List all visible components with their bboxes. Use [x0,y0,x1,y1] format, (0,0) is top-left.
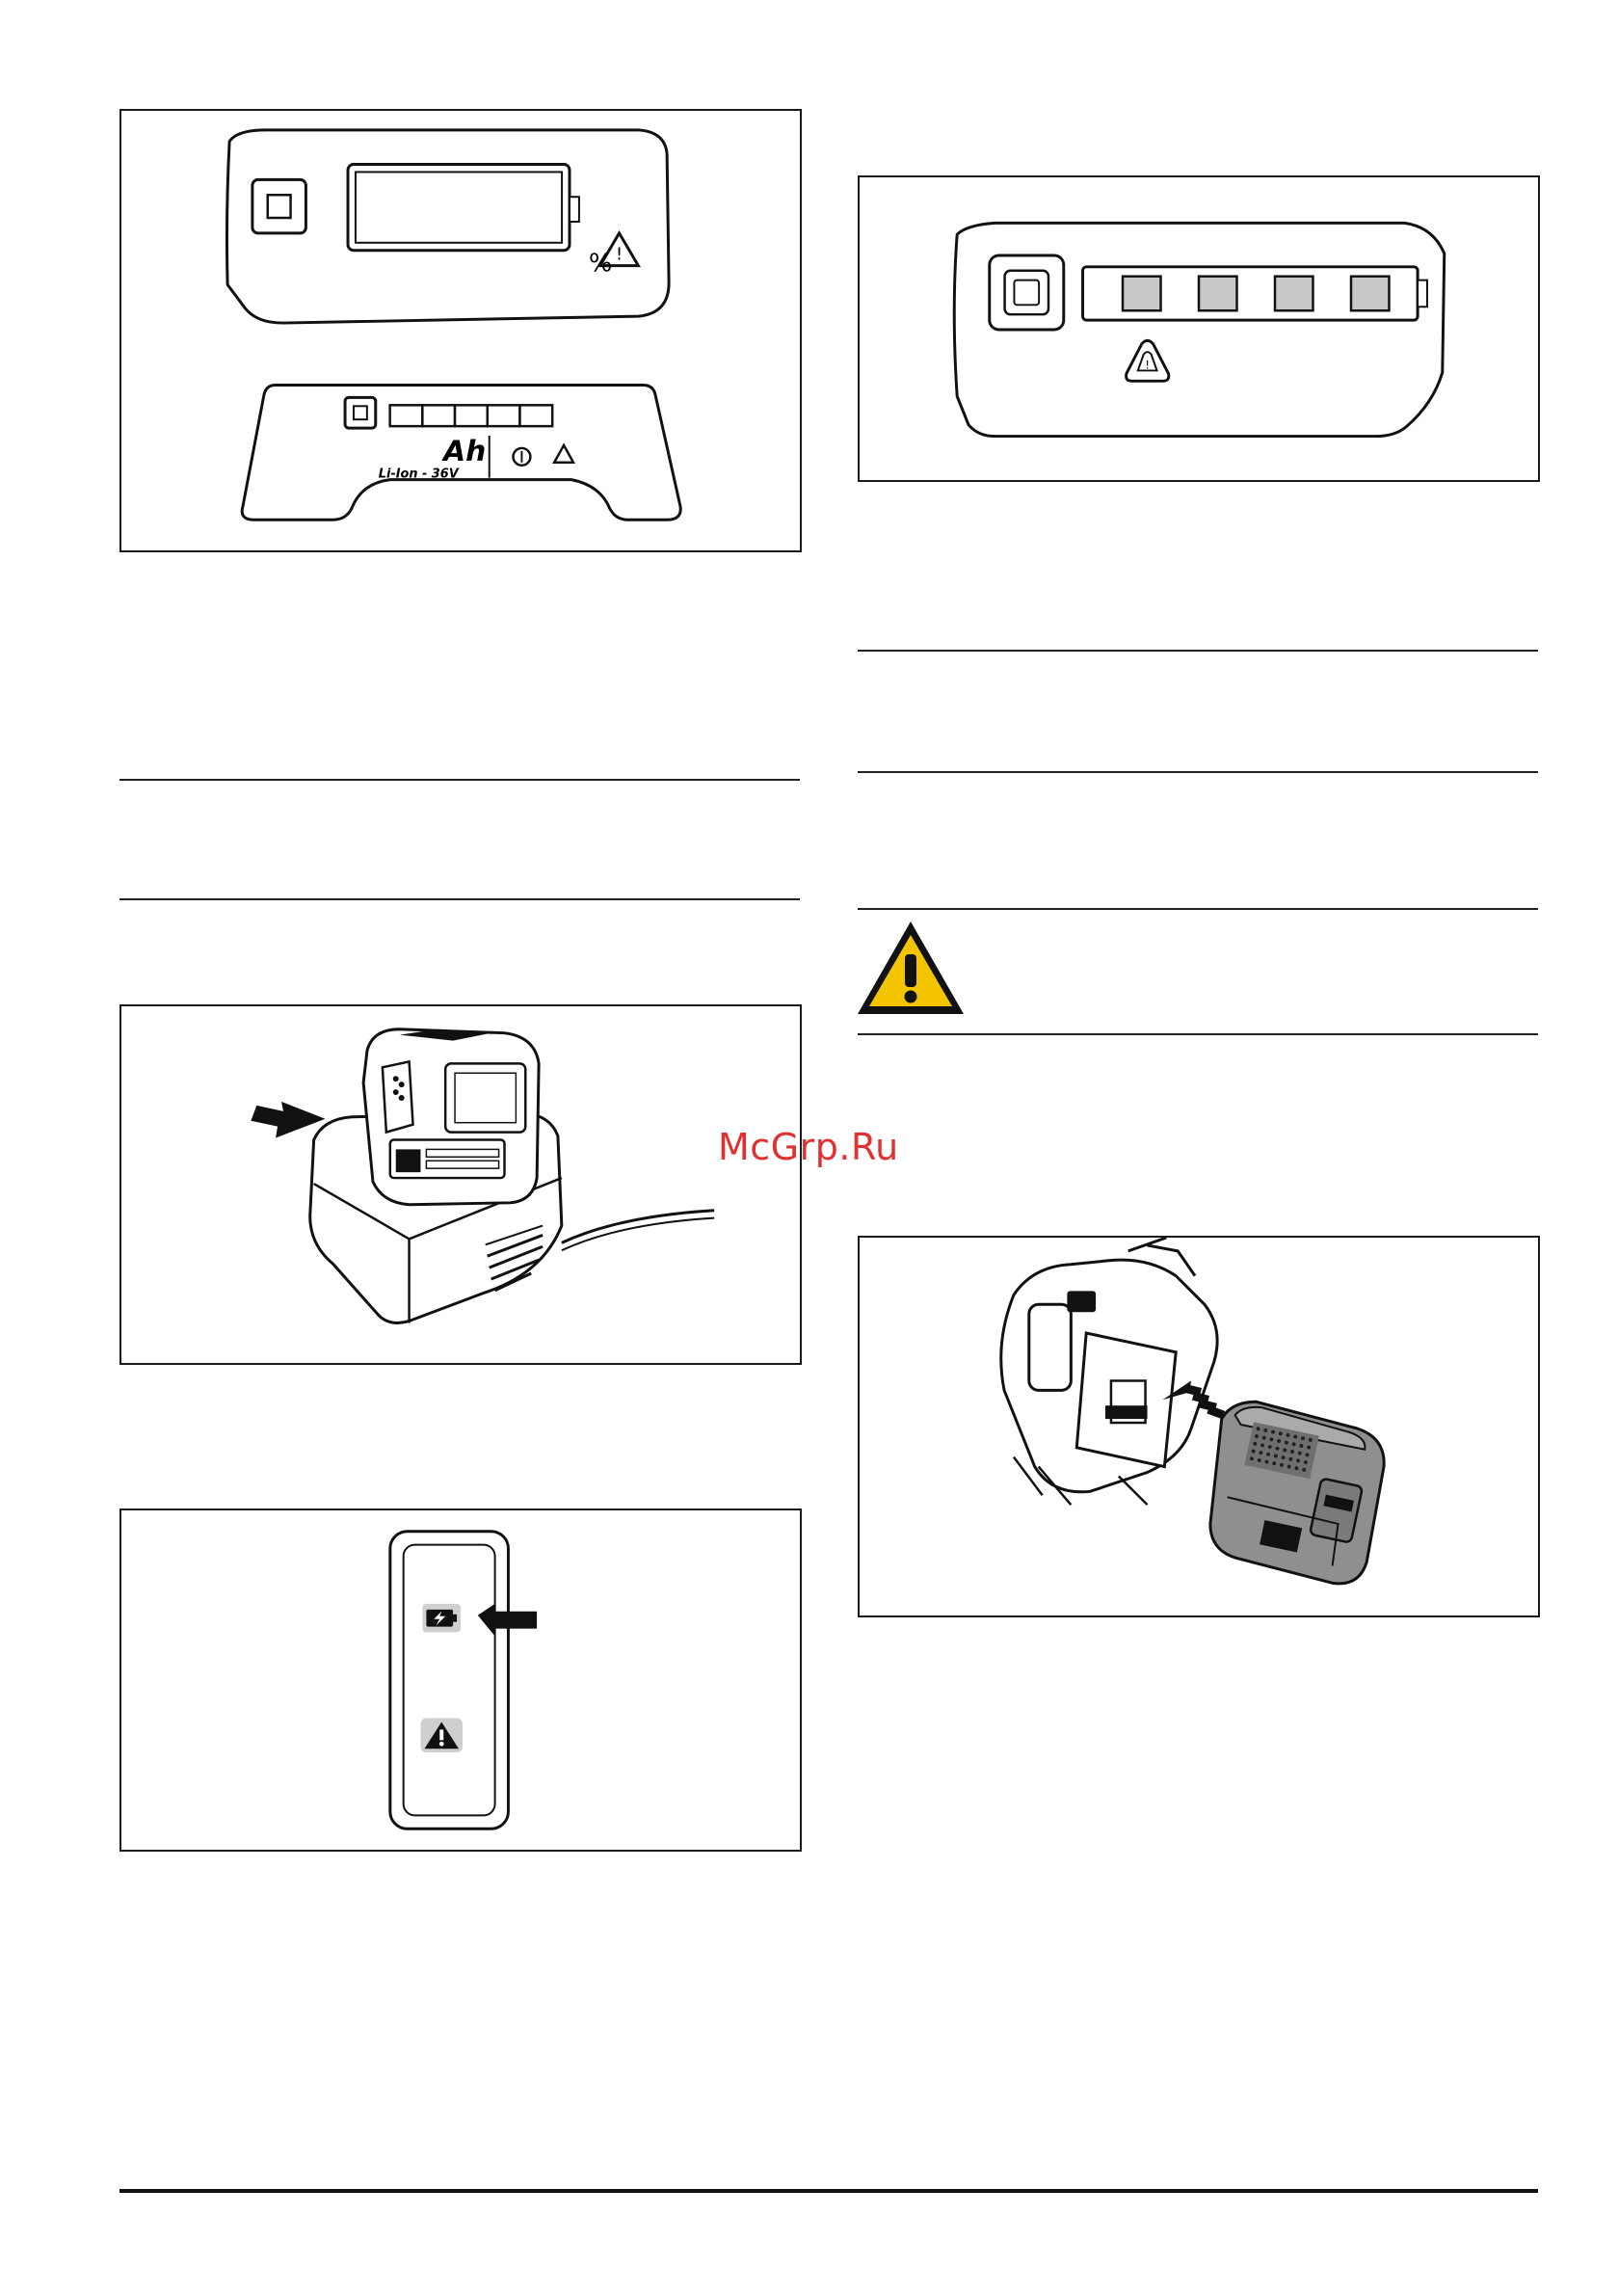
led-segment-3 [1275,277,1313,311]
led-segment [488,405,520,426]
capacity-unit-label: Ah [443,434,487,468]
separator-rule [858,908,1538,910]
led-segment [519,405,552,426]
insert-arrow-icon [251,1102,325,1138]
charger-insert-illustration [121,1006,800,1363]
led-segment-4 [1351,277,1389,311]
percent-symbol: % [588,249,613,279]
separator-rule [119,779,800,781]
battery-led-panel-illustration [860,177,1538,480]
led-segment-1 [1123,277,1160,311]
led-segment-2 [1199,277,1236,311]
separator-rule [119,898,800,900]
watermark-text: McGrp.Ru [718,1126,899,1168]
figure-tool-insert [858,1236,1540,1617]
separator-rule [858,771,1538,773]
charger-status-leds-illustration [121,1510,800,1850]
tool-insert-illustration [860,1238,1538,1615]
led-segment [422,405,455,426]
battery-indicators-illustration [121,111,800,550]
footer-rule [119,2189,1538,2193]
led-segment [390,405,423,426]
separator-rule [858,650,1538,652]
led-segment [455,405,488,426]
svg-text:!: ! [615,244,623,265]
figure-battery-indicators [119,109,802,552]
separator-rule [858,1033,1538,1035]
figure-charger-status-leds [119,1508,802,1852]
figure-charger-insert [119,1004,802,1365]
battery-spec-label: Li-Ion - 36V [378,467,459,482]
svg-text:!: ! [1145,358,1151,372]
figure-battery-led-panel [858,175,1540,482]
warning-symbol-icon [854,918,968,1018]
